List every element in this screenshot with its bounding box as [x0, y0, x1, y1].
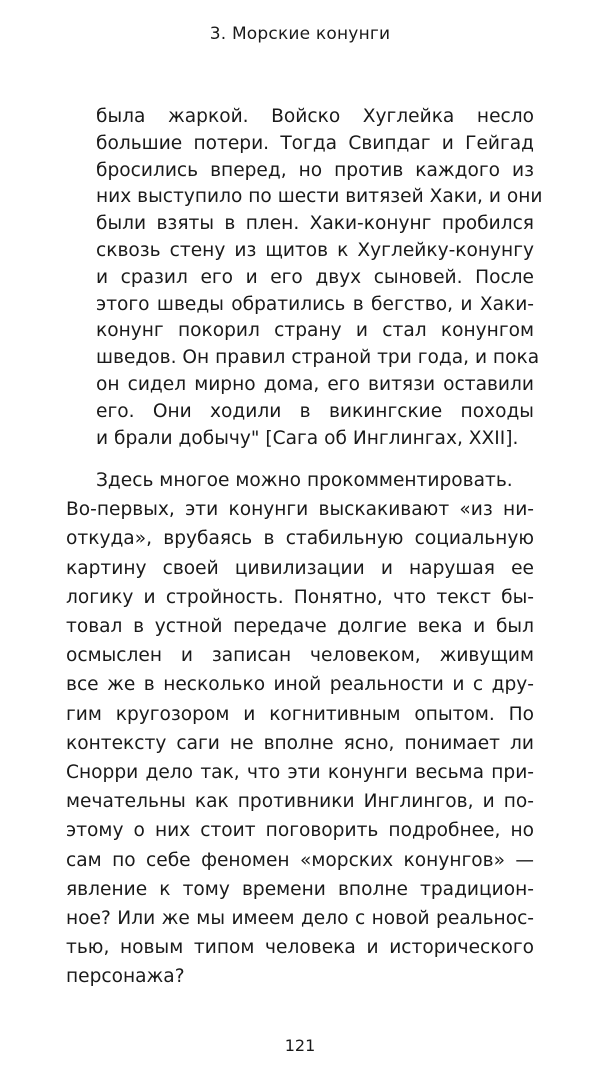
text-line: логику и стройность. Понятно, что текст бы-: [66, 586, 534, 608]
text-line: все же в несколько иной реальности и с дру-: [66, 674, 534, 696]
text-line: Снорри дело так, что эти конунги весьма при-: [66, 762, 534, 784]
text-line: гим кругозором и когнитивным опытом. По: [66, 703, 534, 725]
text-line: Здесь многое можно прокомментировать.: [96, 470, 513, 491]
body-paragraph: [66, 466, 534, 992]
text-line: явление к тому времени вполне традицион-: [66, 878, 534, 900]
text-line: ное? Или же мы имеем дело с новой реальнос-: [66, 908, 534, 930]
text-line: мечательны как противники Инглингов, и по-: [66, 791, 534, 813]
text-line: его. Они ходили в викингские походы: [96, 400, 534, 422]
text-line: этому о них стоит поговорить подробнее, но: [66, 820, 534, 842]
text-line: персонажа?: [66, 966, 185, 988]
text-line: и сразил его и его двух сыновей. После: [96, 266, 534, 288]
text-line: картину своей цивилизации и нарушая ее: [66, 557, 534, 579]
text-line: бросились вперед, но против каждого из: [96, 159, 534, 181]
text-line: них выступило по шести витязей Хаки, и они: [96, 186, 543, 208]
running-head: 3. Морские конунги: [209, 24, 391, 44]
quote-block: [96, 104, 543, 452]
text-line: и брали добычу" [Сага об Инглингах, XXII].: [96, 427, 519, 449]
text-line: сам по себе феномен «морских конунгов» —: [66, 849, 534, 871]
text-line: он сидел мирно дома, его витязи оставили: [96, 373, 534, 395]
text-line: была жаркой. Войско Хуглейка несло: [96, 106, 534, 127]
text-line: товал в устной передаче долгие века и был: [66, 616, 534, 638]
text-line: шведов. Он правил страной три года, и пока: [96, 347, 540, 369]
text-line: сквозь стену из щитов к Хуглейку-конунгу: [96, 239, 534, 261]
text-line: откуда», врубаясь в стабильную социальную: [66, 528, 534, 550]
text-line: конунг покорил страну и стал конунгом: [96, 320, 534, 342]
page-number: 121: [284, 1036, 316, 1055]
text-line: большие потери. Тогда Свипдаг и Гейгад: [96, 132, 534, 154]
text-line: Во-первых, эти конунги выскакивают «из ни-: [66, 499, 534, 521]
text-line: контексту саги не вполне ясно, понимает ли: [66, 732, 534, 754]
text-line: осмыслен и записан человеком, живущим: [66, 645, 534, 667]
text-line: этого шведы обратились в бегство, и Хаки-: [96, 293, 534, 315]
text-line: были взяты в плен. Хаки-конунг пробился: [96, 213, 534, 235]
text-line: тью, новым типом человека и исторического: [66, 937, 534, 959]
